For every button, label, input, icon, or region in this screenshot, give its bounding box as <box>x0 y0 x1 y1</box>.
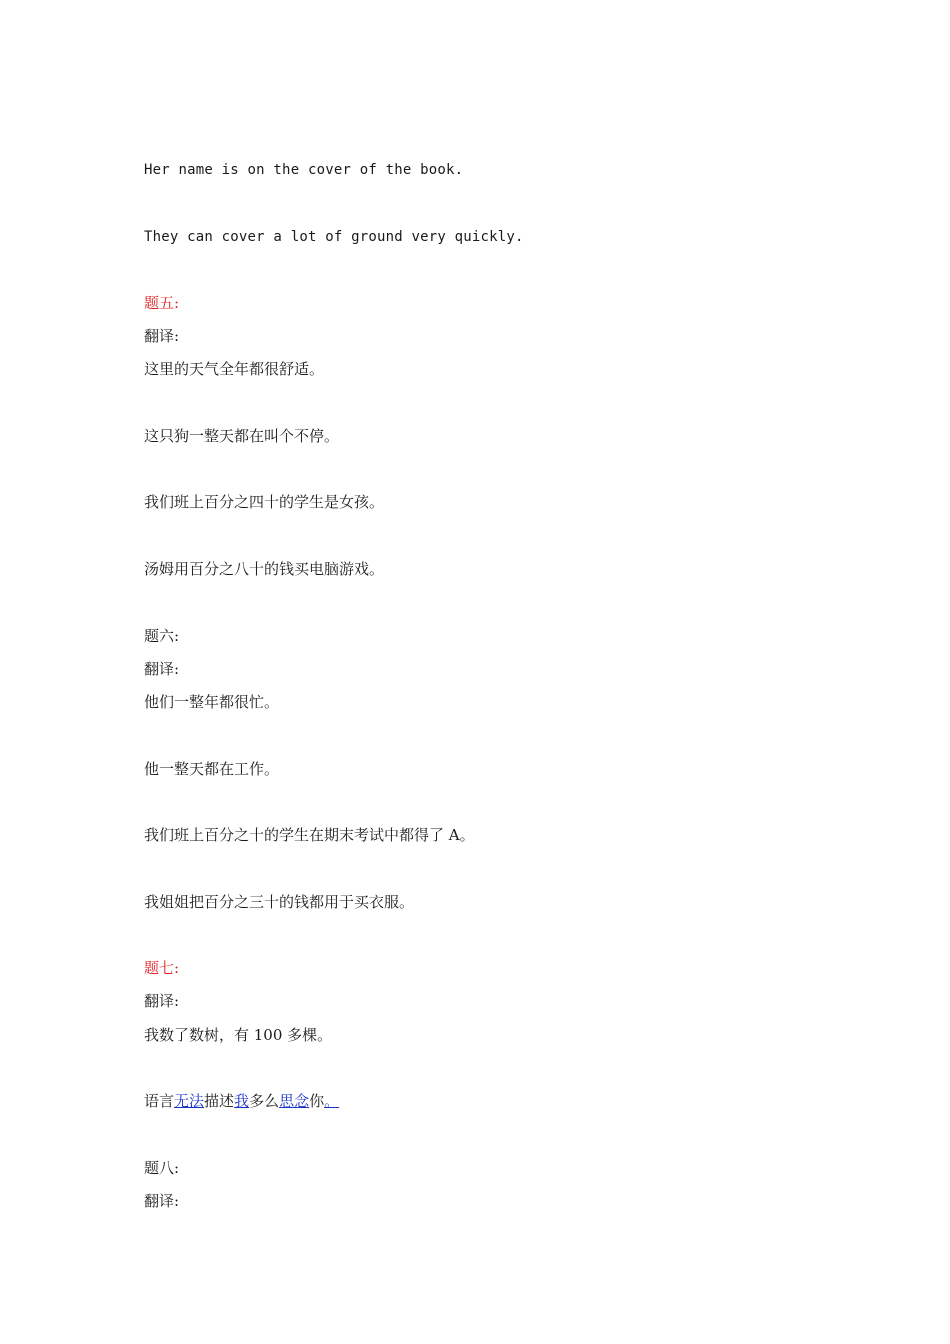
q6-line-4: 我姐姐把百分之三十的钱都用于买衣服。 <box>144 893 415 911</box>
hyperlink-2[interactable]: 我 <box>234 1092 250 1110</box>
q8-label: 翻译: <box>144 1192 180 1210</box>
q6-label: 翻译: <box>144 660 180 678</box>
q7-line-2-part-3: 描述 <box>204 1092 235 1110</box>
hyperlink-4[interactable]: 。 <box>324 1092 340 1110</box>
q6-line-2: 他一整天都在工作。 <box>144 760 280 778</box>
q7-line-2-part-7: 你 <box>309 1092 325 1110</box>
q5-line-1: 这里的天气全年都很舒适。 <box>144 360 325 378</box>
q7-line-2 <box>144 1091 339 1111</box>
q5-heading: 题五: <box>144 294 180 312</box>
english-sentence-1: Her name is on the cover of the book. <box>144 162 464 178</box>
q7-line-1: 我数了数树，有 100 多棵。 <box>144 1026 333 1044</box>
hyperlink-3[interactable]: 思念 <box>279 1092 310 1110</box>
hyperlink-1[interactable]: 无法 <box>174 1092 205 1110</box>
q7-line-2-part-1: 语言 <box>144 1092 175 1110</box>
q6-line-3: 我们班上百分之十的学生在期末考试中都得了 A。 <box>144 826 475 844</box>
q5-line-4: 汤姆用百分之八十的钱买电脑游戏。 <box>144 560 385 578</box>
q5-label: 翻译: <box>144 327 180 345</box>
q7-label: 翻译: <box>144 992 180 1010</box>
q8-heading: 题八: <box>144 1159 180 1177</box>
q6-line-1: 他们一整年都很忙。 <box>144 693 280 711</box>
q5-line-3: 我们班上百分之四十的学生是女孩。 <box>144 493 385 511</box>
q5-line-2: 这只狗一整天都在叫个不停。 <box>144 427 340 445</box>
english-sentence-2: They can cover a lot of ground very quickly. <box>144 229 524 245</box>
q6-heading: 题六: <box>144 627 180 645</box>
q7-heading: 题七: <box>144 959 180 977</box>
q7-line-2-part-5: 多么 <box>249 1092 280 1110</box>
